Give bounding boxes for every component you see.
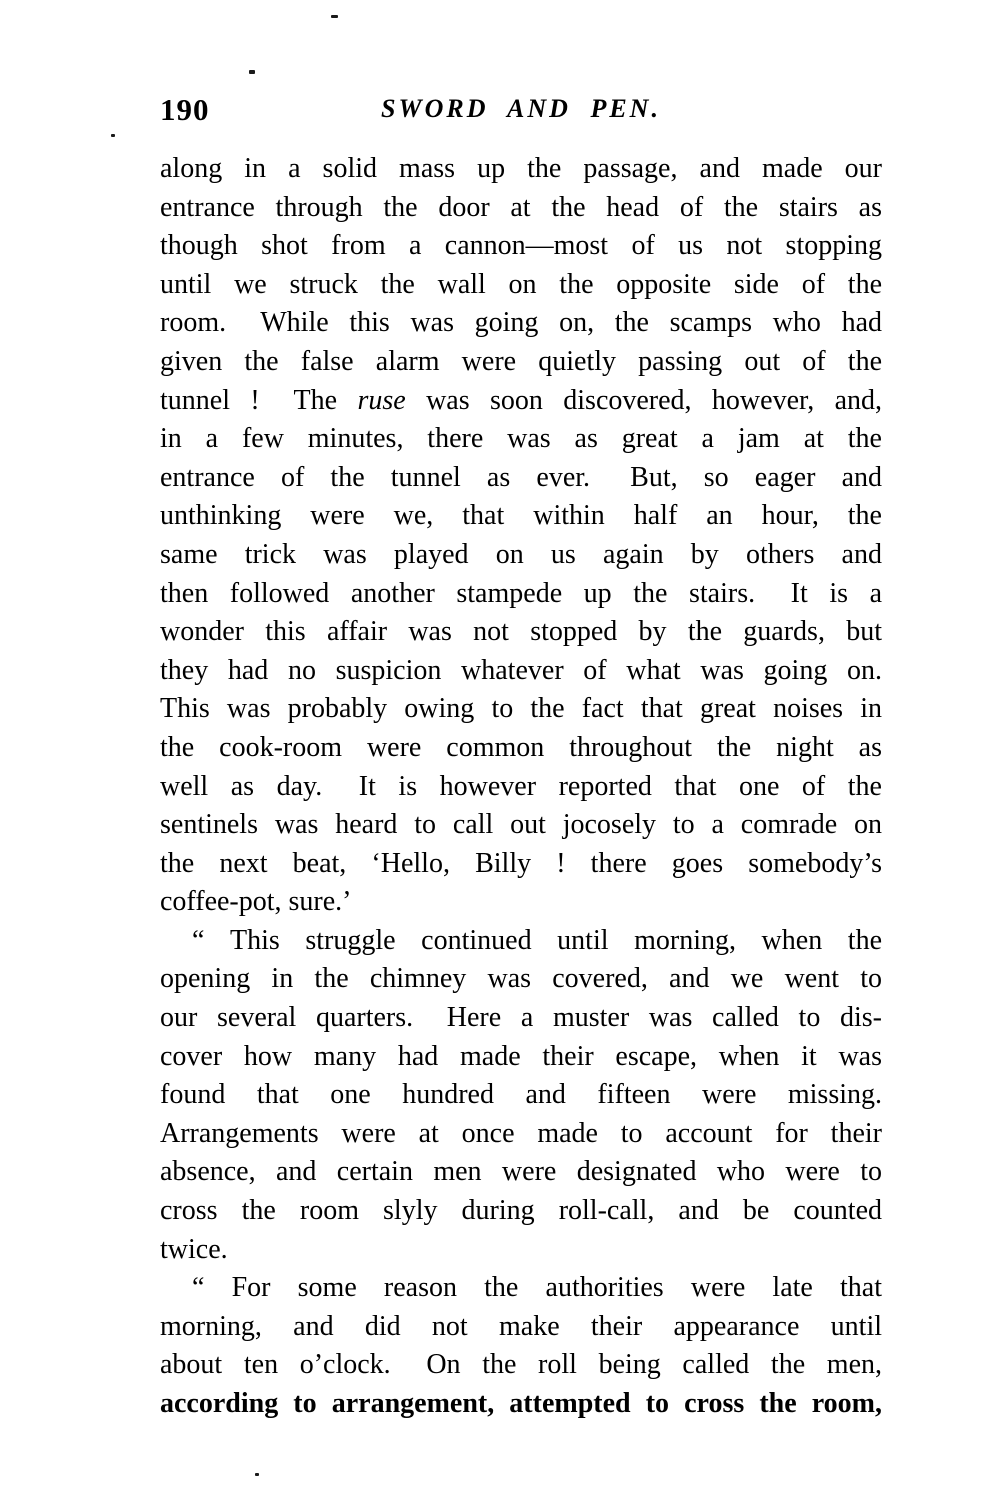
text-line: until we struck the wall on the opposite side of the (160, 268, 882, 300)
text-line: entrance of the tunnel as ever. But, so eager and (160, 461, 882, 493)
text-line: the next beat, ‘Hello, Billy ! there goes somebody’s (160, 847, 882, 879)
text-line: This was probably owing to the fact that great noises in (160, 693, 882, 725)
text-line: morning, and did not make their appearance until (160, 1310, 882, 1342)
text-line: they had no suspicion whatever of what was going on. (160, 654, 882, 686)
text-line: sentinels was heard to call out jocosely to a comrade on (160, 809, 882, 841)
text-line: “ This struggle continued until morning, when the (192, 924, 882, 956)
text-line: our several quarters. Here a muster was called to dis- (160, 1002, 882, 1034)
text-line: entrance through the door at the head of the stairs as (160, 191, 882, 223)
page-header (160, 92, 882, 132)
text-line: though shot from a cannon—most of us not stopping (160, 230, 882, 262)
running-title: SWORD AND PEN. (381, 94, 661, 123)
text-line: the cook-room were common throughout the night as (160, 731, 882, 763)
text-line: “ For some reason the authorities were late that (192, 1272, 882, 1304)
text-line: cover how many had made their escape, when it was (160, 1040, 882, 1072)
text-line: along in a solid mass up the passage, and made our (160, 153, 882, 184)
text-line: tunnel ! The ruse was soon discovered, however, and, (160, 384, 882, 416)
text-line: cross the room slyly during roll-call, and be counted (160, 1195, 882, 1227)
page-body (160, 150, 882, 1424)
text-line: Arrangements were at once made to account for their (160, 1117, 882, 1149)
text-line: about ten o’clock. On the roll being called the men, (160, 1349, 882, 1381)
text-line: twice. (160, 1233, 228, 1265)
scan-speck (255, 1473, 259, 1476)
text-line: opening in the chimney was covered, and we went to (160, 963, 882, 995)
text-line: given the false alarm were quietly passing out of the (160, 345, 882, 377)
text-line: room. While this was going on, the scamps who had (160, 307, 882, 339)
text-line: according to arrangement, attempted to cross the room, (160, 1388, 882, 1419)
text-line: wonder this affair was not stopped by the guards, but (160, 616, 882, 648)
text-line: in a few minutes, there was as great a jam at the (160, 423, 882, 455)
text-line: same trick was played on us again by others and (160, 538, 882, 570)
scan-speck (331, 15, 338, 18)
text-line: unthinking were we, that within half an hour, the (160, 500, 882, 532)
text-line: well as day. It is however reported that one of the (160, 770, 882, 802)
scan-speck (249, 70, 255, 74)
page-number: 190 (160, 92, 210, 127)
scan-speck (111, 134, 115, 137)
text-line: coffee-pot, sure.’ (160, 886, 352, 918)
text-line: then followed another stampede up the stairs. It is a (160, 577, 882, 609)
text-line: found that one hundred and fifteen were missing. (160, 1079, 882, 1111)
text-line: absence, and certain men were designated who were to (160, 1156, 882, 1188)
